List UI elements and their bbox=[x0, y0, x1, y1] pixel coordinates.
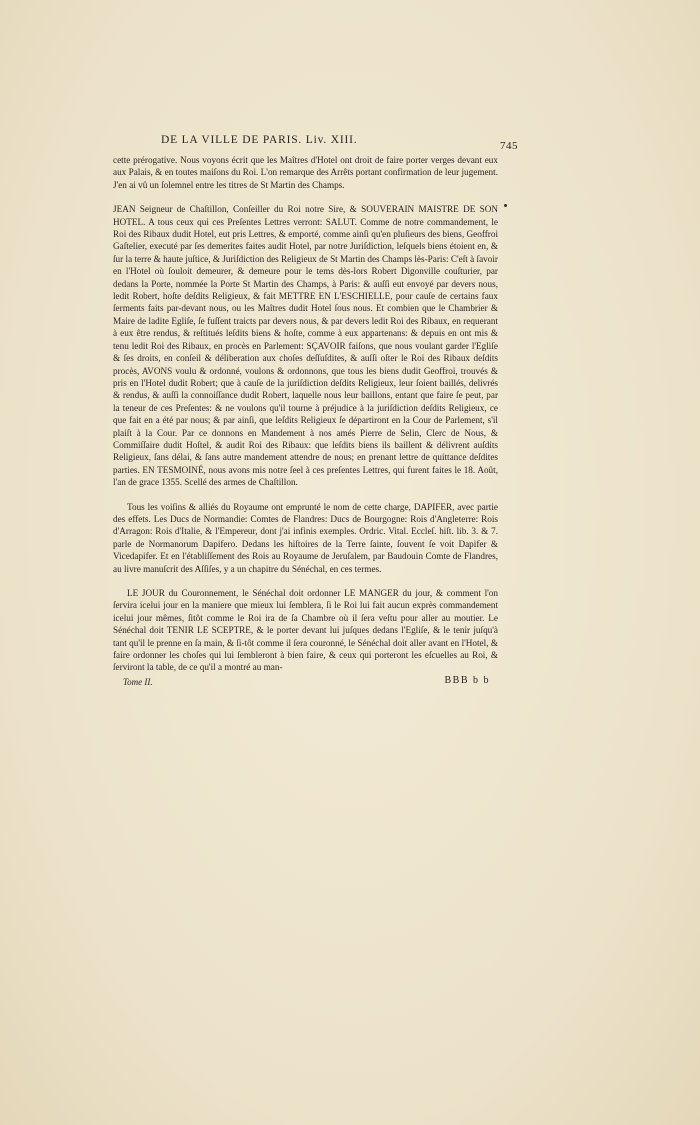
running-head bbox=[113, 134, 518, 152]
page-footer bbox=[113, 674, 498, 691]
coronation-paragraph: LE JOUR du Couronnement, le Sénéchal doit ordonner LE MANGER du jour, & comment l'on ſervira icelui jour en la maniere que mieux lui ſemblera, ſi le Roi lui fait aucun exprès commandement icelui jour mêmes, ſitôt comme le Roi ira de ſa Chambre où il ſera veſtu pour aller au moutier. Le Sénéchal doit TENIR LE SCEPTRE, & le porter devant lui juſques dedans l'Egliſe, & le tenir juſqu'à tant qu'il le prenne en ſa main, & ſi-tôt comme il ſera couronné, le Sénéchal doit aller avant en l'Hotel, & faire ordonner les choſes qui lui ſembleront à bien faire, & ceux qui porteront les eſcuelles au Roi, & ſerviront la table, de ce qu'il a montré au man- bbox=[113, 588, 498, 673]
running-title: DE LA VILLE DE PARIS. Liv. XIII. bbox=[161, 134, 358, 146]
page-number: 745 bbox=[500, 140, 518, 152]
signature-mark: BBB b b bbox=[444, 674, 490, 686]
charter-paragraph: JEAN Seigneur de Chaſtillon, Conſeiller du Roi notre Sire, & SOUVERAIN MAISTRE DE SON HOTEL. A tous ceux qui ces Preſentes Lettres verront: SALUT. Comme de notre commandement, le Roi des Ribaux dudit Hotel, eut pris Lettres, & emporté, comme ainſi qu'en pluſieurs des biens, Geoffroi Gaſtelier, executé par ſes demerites faites audit Hotel, par notre Juriſdiction, leſquels biens étoient en, & ſur la terre & haute juſtice, & Juriſdiction des Religieux de St Martin des Champs lès-Paris: C'eſt à ſavoir en l'Hotel où ſouloit demeurer, & demeure pour le tems dès-lors Robert Digonville couſturier, par dedans la Porte, nommée la Porte St Martin des Champs, à Paris: & auſſi eut envoyé par devers nous, ledit Robert, hoſte deſdits Religieux, & fait METTRE EN L'ESCHIELLE, pour cauſe de certains faux ſerments faits par-devant nous, ou les Maîtres dudit Hotel ſous nous. Et combien que le Chambrier & Maire de ladite Egliſe, ſe fuſſent traicts par devers nous, & par devers ledit Roi des Ribaux, en requerant à eux être rendus, & reſtitués leſdits biens & hoſte, comme à eux appartenans: & depuis en ont mis & tenu ledit Roi des Ribaux, en procès en Parlement: SÇAVOIR faiſons, que nous voulant garder l'Egliſe & ſes droits, en conſeil & déliberation aux choſes deſſuſdites, & auſſi oſter le Roi des Ribaux deſdits procès, AVONS voulu & ordonné, voulons & ordonnons, que tous les biens dudit Geoffroi, trouvés & pris en l'Hotel dudit Robert; que à cauſe de la juriſdiction deſdits Religieux, leur ſoient baillés, delivrés & rendus, & auſſi la connoiſſance dudit Robert, laquelle nous leur baillons, entant que faire ſe peut, par la teneur de ces Preſentes: & ne voulons qu'il tourne à préjudice à la juriſdiction deſdits Religieux, ce que fait en a été par nous; & par ainſi, que leſdits Religieux ſe départiront en la Cour de Parlement, s'il plaiſt à la Cour. Par ce donnons en Mandement à nos amés Pierre de Selin, Clerc de Nous, & Commiſſaire dudit Hoſtel, & audit Roi des Ribaux: que leſdits biens ils baillent & délivrent auſdits Religieux, ſans délai, & ſans autre mandement attendre de nous; en prenant lettre de quittance deſdites parties. EN TESMOINÉ, nous avons mis notre ſeel à ces preſentes Lettres, qui furent faites le 18. Août, l'an de grace 1355. Scellé des armes de Chaſtillon. bbox=[113, 204, 498, 488]
intro-paragraph: cette prérogative. Nous voyons écrit que les Maîtres d'Hotel ont droit de faire porter verges devant eux aux Palais, & en toutes maiſons du Roi. L'on remarque des Arrêts portant confirmation de leur jugement. J'en ai vû un ſolemnel entre les titres de St Martin des Champs. bbox=[113, 155, 498, 190]
ink-speck bbox=[504, 204, 507, 207]
tome-label: Tome II. bbox=[123, 676, 153, 687]
dapifer-paragraph: Tous les voiſins & alliés du Royaume ont emprunté le nom de cette charge, DAPIFER, avec partie des effets. Les Ducs de Normandie: Comtes de Flandres: Ducs de Bourgogne: Rois d'Angleterre: Rois d'Arragon: Rois d'Italie, & l'Empereur, dont j'ai infinis exemples. Ordric. Vital. Eccleſ. hiſt. lib. 3. & 7. parle de Normanorum Dapifero. Dedans les hiſtoires de la Terre ſainte, ſouvent ſe voit Dapifer & Vicedapifer. Et en l'établiſſement des Rois au Royaume de Jeruſalem, par Baudouin Comte de Flandres, au livre manuſcrit des Aſſiſes, y a un chapitre du Sénéchal, en ces termes. bbox=[113, 501, 498, 574]
book-page bbox=[113, 134, 518, 691]
